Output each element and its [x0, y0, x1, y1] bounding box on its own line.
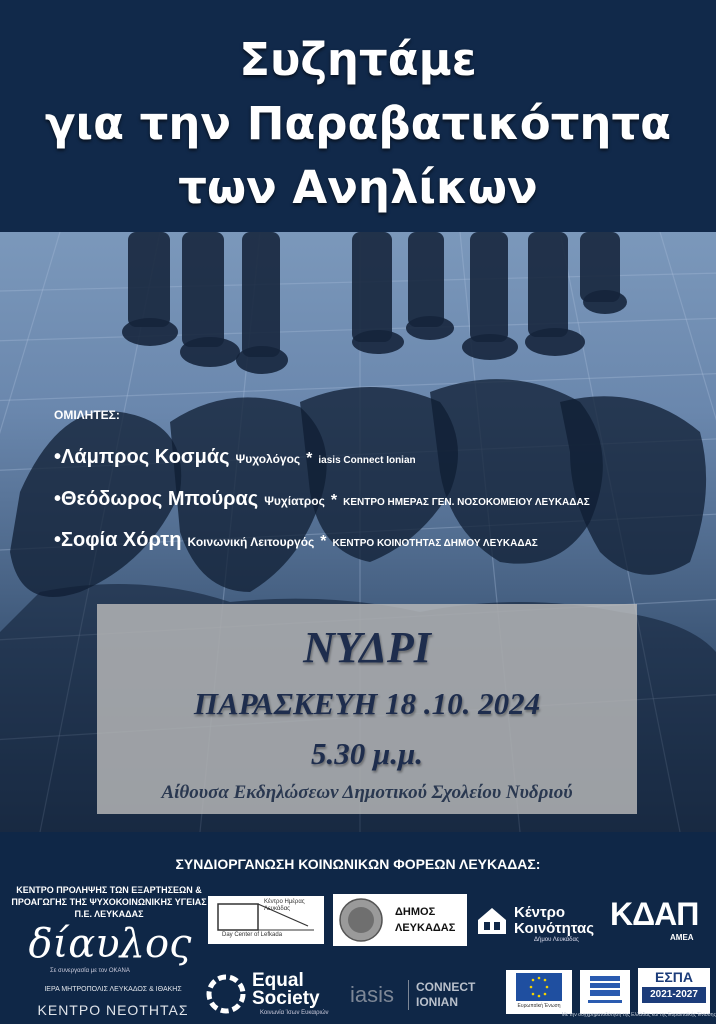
event-place: ΝΥΔΡΙ [303, 623, 431, 672]
diavlos-logo: δίαυλος [28, 921, 192, 967]
speaker-name: •Σοφία Χόρτη [54, 529, 182, 551]
speaker-name: •Θεόδωρος Μπούρας [54, 488, 259, 510]
speaker-org: ΚΕΝΤΡΟ ΗΜΕΡΑΣ ΓΕΝ. ΝΟΣΟΚΟΜΕΙΟΥ ΛΕΥΚΑΔΑΣ [343, 497, 590, 508]
kdap-sub: ΑΜΕΑ [670, 933, 694, 942]
equal-society-line-1: Equal [252, 970, 304, 991]
people-circle-icon [204, 972, 248, 1016]
title-line-1: Συζητάμε [239, 33, 477, 86]
day-center-name: Κέντρο Ημέρας Λευκάδας [264, 899, 305, 912]
speaker-separator: * [320, 533, 327, 550]
kentro-koinotitas-line-2: Κοινότητας [514, 920, 595, 937]
speaker-name: •Λάμπρος Κοσμάς [54, 446, 230, 468]
kentro-koinotitas-line-3: Δήμου Λευκάδας [534, 937, 579, 943]
coorganizers-heading: ΣΥΝΔΙΟΡΓΑΝΩΣΗ ΚΟΙΝΩΝΙΚΩΝ ΦΟΡΕΩΝ ΛΕΥΚΑΔΑΣ: [175, 856, 541, 872]
eu-label: Ευρωπαϊκή Ένωση [517, 1003, 561, 1009]
dimos-lefkadas-logo [333, 894, 467, 946]
speaker-separator: * [330, 492, 338, 509]
event-venue: Αίθουσα Εκδηλώσεων Δημοτικού Σχολείου Νυδριού [161, 782, 573, 803]
eu-logo [506, 970, 572, 1014]
day-center-english: Day Center of Lefkada [222, 932, 283, 938]
iasis-logo [350, 976, 500, 1016]
dimos-line-2: ΛΕΥΚΑΔΑΣ [395, 922, 456, 934]
iasis-line-1: CONNECT [416, 980, 476, 994]
espa-logo [638, 968, 710, 1014]
eu-cofunding-caption: Με την συγχρηματοδότηση της Ελλάδας και της Ευρωπαϊκής Ένωσης [561, 1012, 716, 1018]
kdap-logo [610, 896, 710, 942]
event-date: ΠΑΡΑΣΚΕΥΗ 18 .10. 2024 [193, 686, 541, 721]
iasis-divider [408, 980, 409, 1010]
speaker-org: iasis Connect Ionian [318, 455, 416, 466]
equal-society-line-2: Society [252, 988, 320, 1009]
eu-stars-icon [516, 973, 562, 1001]
event-time: 5.30 μ.μ. [311, 736, 423, 771]
eu-flag-icon [516, 973, 562, 1001]
equal-society-logo [204, 970, 344, 1020]
kdap-name: ΚΔΑΠ [610, 896, 699, 932]
diavlos-tagline: Σε συνεργασία με τον ΟΚΑΝΑ [50, 968, 130, 974]
house-icon [474, 902, 510, 938]
iasis-name: iasis [350, 982, 395, 1007]
dimos-line-1: ΔΗΜΟΣ [395, 906, 436, 918]
speaker-separator: * [306, 450, 313, 467]
ministry-logo [580, 970, 630, 1014]
flag-emblem-icon [580, 970, 630, 1014]
title-line-2: για την Παραβατικότητα [44, 97, 672, 150]
speaker-1 [54, 446, 416, 469]
kentro-koinotitas-line-1: Κέντρο [514, 904, 566, 921]
equal-society-sub: Κοινωνία Ίσων Ευκαιριών [260, 1010, 329, 1016]
speaker-org: ΚΕΝΤΡΟ ΚΟΙΝΟΤΗΤΑΣ ΔΗΜΟΥ ΛΕΥΚΑΔΑΣ [332, 538, 538, 549]
day-center-logo [208, 896, 324, 944]
speaker-role: Ψυχολόγος [235, 452, 301, 466]
speaker-2 [54, 488, 590, 511]
iasis-line-2: IONIAN [416, 995, 458, 1009]
title-line-3: των Ανηλίκων [178, 161, 538, 214]
espa-name: ΕΣΠΑ [655, 969, 693, 985]
kentro-koinotitas-logo [474, 898, 604, 942]
event-info-box [97, 604, 637, 814]
coin-icon [335, 894, 387, 946]
poster-title [0, 28, 716, 220]
espa-years: 2021-2027 [642, 987, 706, 1003]
diavlos-description: ΚΕΝΤΡΟ ΠΡΟΛΗΨΗΣ ΤΩΝ ΕΞΑΡΤΗΣΕΩΝ & ΠΡΟΑΓΩΓΗΣ ΤΗΣ ΨΥΧΟΚΟΙΝΩΝΙΚΗΣ ΥΓΕΙΑΣ Π.Ε. ΛΕΥΚΑΔΑΣ [11, 885, 207, 919]
speaker-3 [54, 529, 538, 552]
mitropolis-name: ΙΕΡΑ ΜΗΤΡΟΠΟΛΙΣ ΛΕΥΚΑΔΟΣ & ΙΘΑΚΗΣ [44, 986, 182, 993]
speakers-heading: ΟΜΙΛΗΤΕΣ: [54, 408, 120, 422]
speaker-role: Κοινωνική Λειτουργός [187, 535, 315, 549]
kentro-neotitas-logo: ΚΕΝΤΡΟ ΝΕΟΤΗΤΑΣ [37, 1002, 189, 1018]
speaker-role: Ψυχίατρος [264, 494, 325, 508]
